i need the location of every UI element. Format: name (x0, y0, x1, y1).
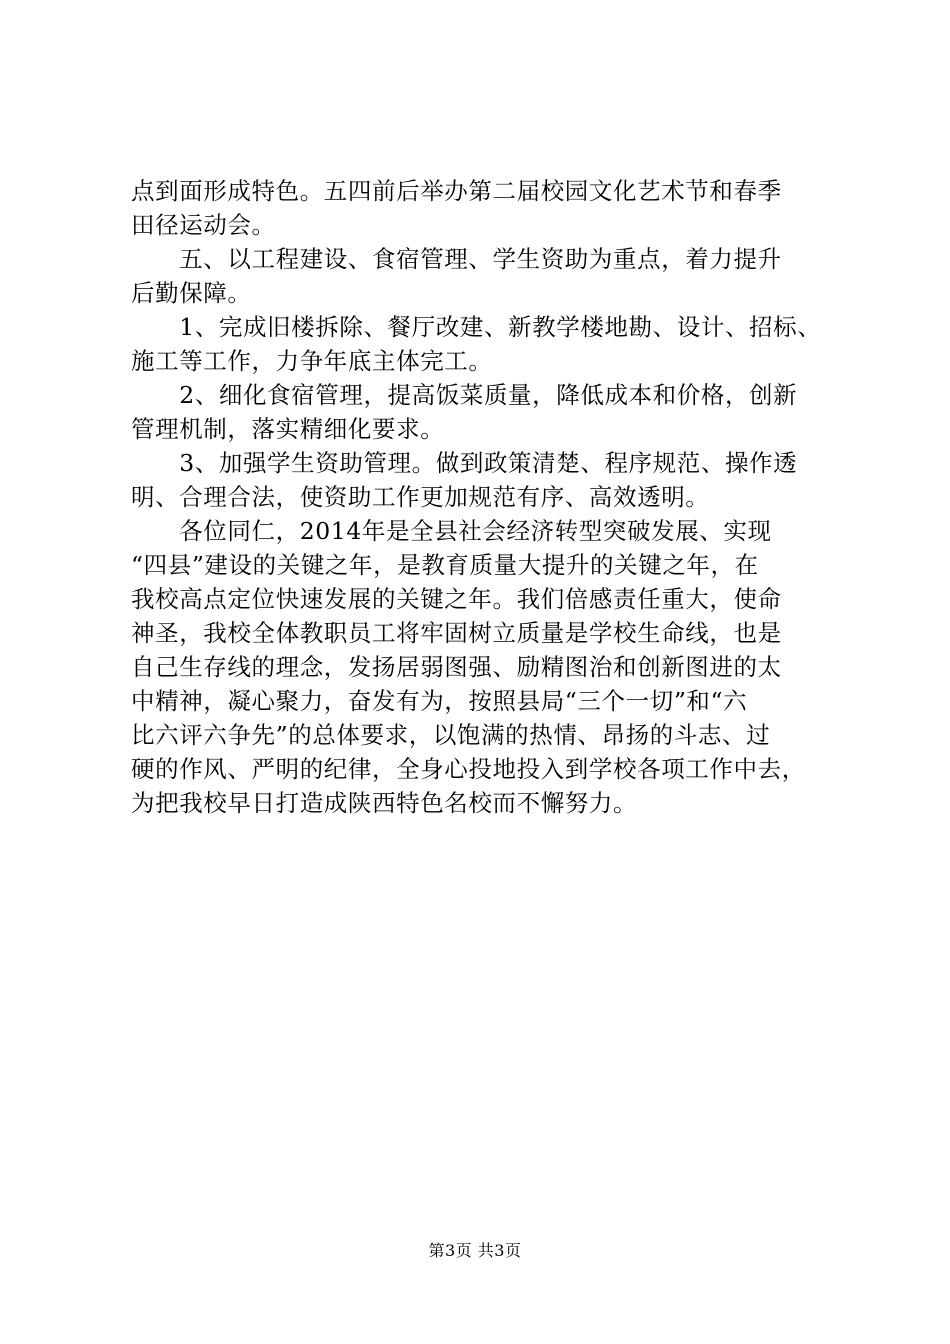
body-line: 为把我校早日打造成陕西特色名校而不懈努力。 (131, 789, 638, 817)
body-line: 神圣，我校全体教职员工将牢固树立质量是学校生命线，也是 (131, 619, 782, 647)
list-item-line: 3、加强学生资助管理。做到政策清楚、程序规范、操作透 (131, 449, 798, 477)
body-line: 点到面形成特色。五四前后举办第二届校园文化艺术节和春季 (131, 177, 782, 205)
body-line: 自己生存线的理念，发扬居弱图强、励精图治和创新图进的太 (131, 653, 782, 681)
section-heading-line: 后勤保障。 (131, 279, 252, 307)
section-heading-line: 五、以工程建设、食宿管理、学生资助为重点，着力提升 (131, 245, 782, 273)
body-line: 我校高点定位快速发展的关键之年。我们倍感责任重大，使命 (131, 585, 782, 613)
body-line: 中精神，凝心聚力，奋发有为，按照县局“三个一切”和“六 (131, 687, 748, 715)
list-item-line: 明、合理合法，使资助工作更加规范有序、高效透明。 (131, 483, 710, 511)
list-item-line: 管理机制，落实精细化要求。 (131, 415, 445, 443)
body-line: 田径运动会。 (131, 211, 276, 239)
list-item-line: 施工等工作，力争年底主体完工。 (131, 347, 493, 375)
list-item-line: 2、细化食宿管理，提高饭菜质量，降低成本和价格，创新 (131, 381, 798, 409)
body-line: 比六评六争先”的总体要求，以饱满的热情、昂扬的斗志、过 (131, 721, 771, 749)
body-line: “四县”建设的关键之年，是教育质量大提升的关键之年，在 (131, 551, 759, 579)
list-item-line: 1、完成旧楼拆除、餐厅改建、新教学楼地勘、设计、招标、 (131, 313, 822, 341)
body-line: 各位同仁，2014年是全县社会经济转型突破发展、实现 (131, 517, 772, 545)
body-line: 硬的作风、严明的纪律，全身心投地投入到学校各项工作中去， (131, 755, 806, 783)
page-number-footer: 第3页 共3页 (428, 1241, 522, 1260)
